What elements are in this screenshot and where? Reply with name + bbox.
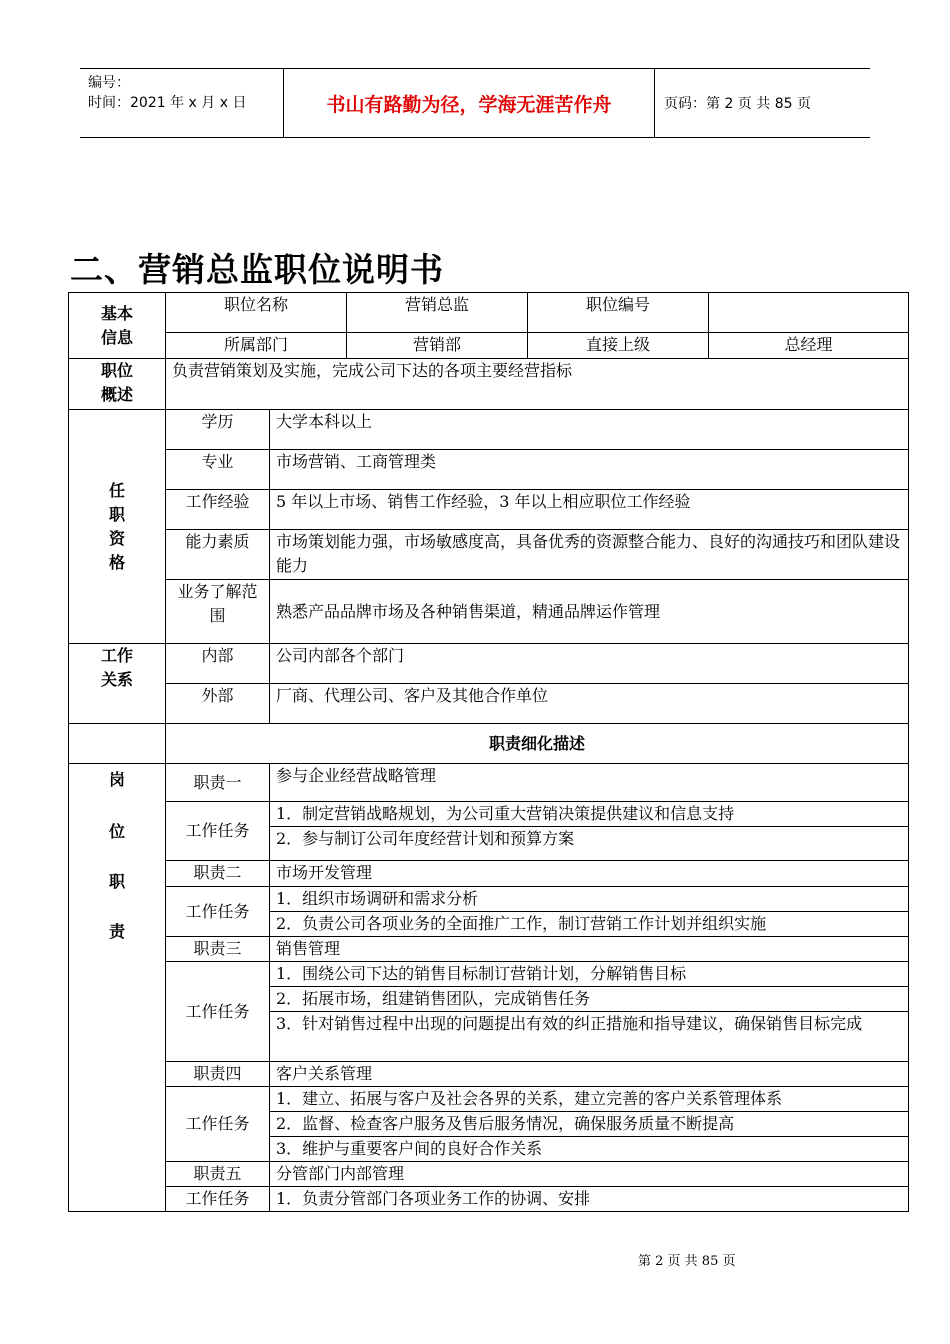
duty-name: 职责三 [166,937,270,962]
qualification-key: 学历 [166,410,270,450]
qualification-row [69,450,909,490]
duty-name: 职责二 [166,861,270,887]
doc-number-label: 编号： [88,75,130,91]
task-row [69,962,909,987]
task-label: 工作任务 [166,887,270,937]
duty-title: 参与企业经营战略管理 [270,764,909,802]
qualification-key: 工作经验 [166,490,270,530]
qualification-value: 市场营销、工商管理类 [270,450,909,490]
relation-row [69,644,909,684]
qualification-value: 熟悉产品品牌市场及各种销售渠道，精通品牌运作管理 [270,580,909,644]
page-header [80,68,870,138]
job-description-table [68,292,909,1212]
task-label: 工作任务 [166,1187,270,1212]
qualification-row [69,530,909,580]
qualification-key: 专业 [166,450,270,490]
relation-internal-label: 内部 [166,644,270,684]
header-motto-cell [283,69,655,137]
qualification-row [69,580,909,644]
task-item: 1．负责分管部门各项业务工作的协调、安排 [270,1187,909,1212]
qualification-key: 业务了解范围 [166,580,270,644]
task-row [69,887,909,912]
duty-row [69,1062,909,1087]
detail-header-blank [69,724,166,764]
header-motto: 书山有路勤为径，学海无涯苦作舟 [326,93,612,116]
task-item: 1．组织市场调研和需求分析 [270,887,909,912]
qualification-row [69,490,909,530]
task-item: 3．维护与重要客户间的良好合作关系 [270,1137,909,1162]
relation-external-value: 厂商、代理公司、客户及其他合作单位 [270,684,909,724]
overview-label: 职位 概述 [69,359,166,410]
task-row [69,1087,909,1112]
position-no-value [709,293,909,333]
superior-value: 总经理 [709,333,909,359]
position-name-label: 职位名称 [166,293,347,333]
position-no-label: 职位编号 [528,293,709,333]
duty-name: 职责四 [166,1062,270,1087]
qualification-value: 5 年以上市场、销售工作经验，3 年以上相应职位工作经验 [270,490,909,530]
superior-label: 直接上级 [528,333,709,359]
basic-row-1 [69,293,909,333]
header-page-info: 页码：第 2 页 共 85 页 [664,96,811,112]
task-item: 3．针对销售过程中出现的问题提出有效的纠正措施和指导建议，确保销售目标完成 [270,1012,909,1062]
relation-label: 工作 关系 [69,644,166,724]
qualification-value: 市场策划能力强，市场敏感度高，具备优秀的资源整合能力、良好的沟通技巧和团队建设能力 [270,530,909,580]
relation-internal-value: 公司内部各个部门 [270,644,909,684]
duty-title: 客户关系管理 [270,1062,909,1087]
page-title: 二、营销总监职位说明书 [70,250,444,289]
qualification-label: 任 职 资 格 [69,410,166,644]
doc-date-label: 时间：2021 年 x 月 x 日 [88,95,247,111]
detail-header-row [69,724,909,764]
relation-external-label: 外部 [166,684,270,724]
duty-row [69,937,909,962]
task-item: 2．拓展市场，组建销售团队，完成销售任务 [270,987,909,1012]
overview-row [69,359,909,410]
qualification-value: 大学本科以上 [270,410,909,450]
overview-text: 负责营销策划及实施，完成公司下达的各项主要经营指标 [166,359,909,410]
task-row [69,802,909,827]
page-footer: 第 2 页 共 85 页 [638,1254,736,1269]
dept-value: 营销部 [347,333,528,359]
duty-title: 销售管理 [270,937,909,962]
task-label: 工作任务 [166,1087,270,1162]
basic-row-2 [69,333,909,359]
header-meta [80,69,283,137]
duty-row [69,861,909,887]
task-item: 2．参与制订公司年度经营计划和预算方案 [270,827,909,861]
position-name-value: 营销总监 [347,293,528,333]
task-item: 2．负责公司各项业务的全面推广工作，制订营销工作计划并组织实施 [270,912,909,937]
basic-info-label: 基本 信息 [69,293,166,359]
dept-label: 所属部门 [166,333,347,359]
task-item: 1．建立、拓展与客户及社会各界的关系，建立完善的客户关系管理体系 [270,1087,909,1112]
qualification-key: 能力素质 [166,530,270,580]
qualification-row [69,410,909,450]
task-row [69,1187,909,1212]
duty-row [69,1162,909,1187]
task-label: 工作任务 [166,962,270,1062]
duty-name: 职责五 [166,1162,270,1187]
duties-label: 岗 位 职 责 [69,764,166,1212]
duty-name: 职责一 [166,764,270,802]
detail-header: 职责细化描述 [166,724,909,764]
task-item: 1．制定营销战略规划，为公司重大营销决策提供建议和信息支持 [270,802,909,827]
duty-title: 分管部门内部管理 [270,1162,909,1187]
task-item: 1．围绕公司下达的销售目标制订营销计划，分解销售目标 [270,962,909,987]
duty-title: 市场开发管理 [270,861,909,887]
task-label: 工作任务 [166,802,270,861]
duty-row [69,764,909,802]
task-item: 2．监督、检查客户服务及售后服务情况，确保服务质量不断提高 [270,1112,909,1137]
relation-row [69,684,909,724]
